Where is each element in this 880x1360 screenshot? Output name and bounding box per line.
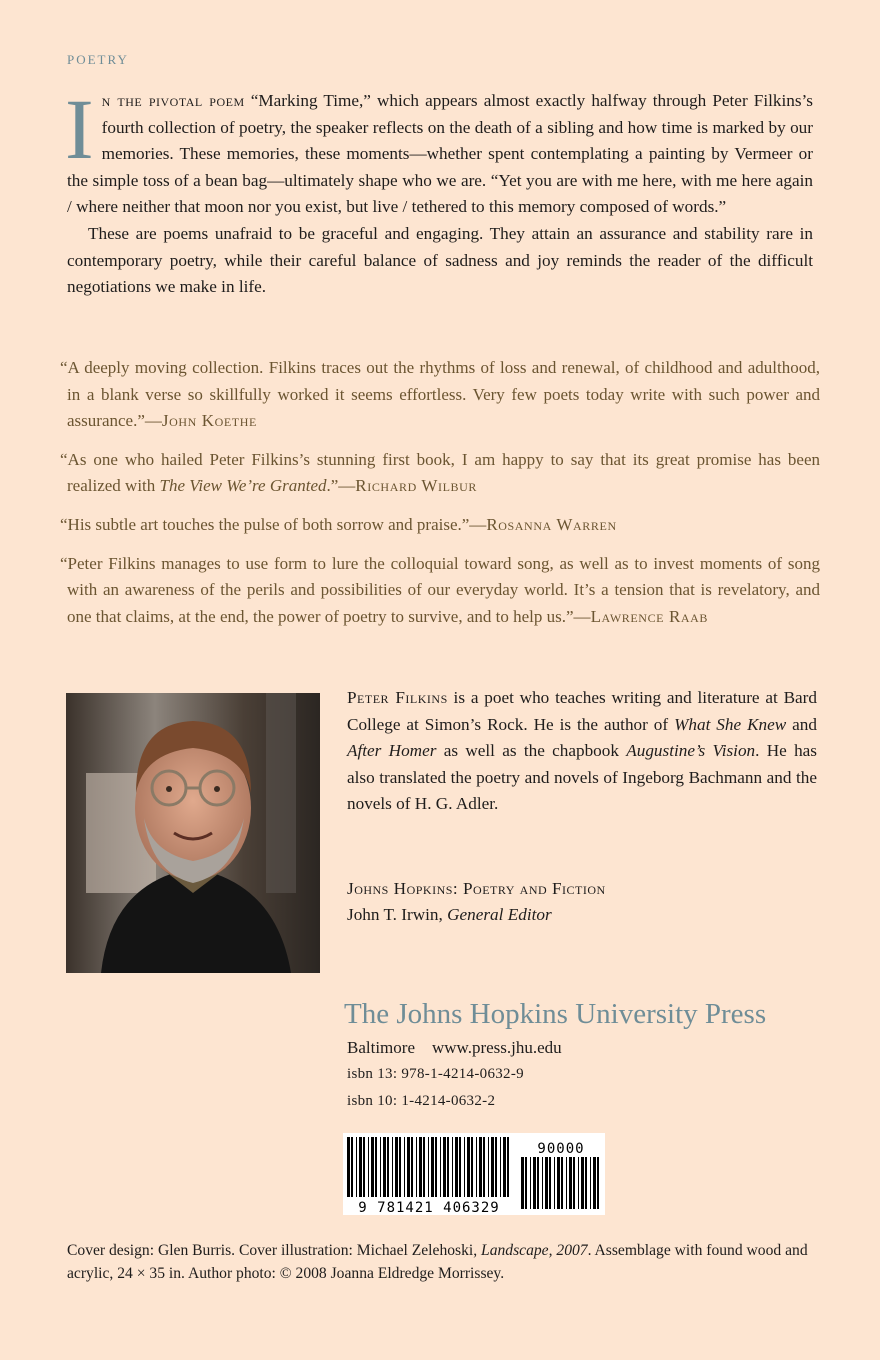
editor-name: John T. Irwin, <box>347 905 448 924</box>
barcode-bar <box>443 1137 446 1197</box>
barcode-bar <box>395 1137 398 1197</box>
barcode-bar <box>500 1137 501 1197</box>
barcode-bar <box>581 1157 584 1209</box>
barcode-bar <box>459 1137 461 1197</box>
barcode-bar <box>542 1157 543 1209</box>
barcode-bar <box>399 1137 401 1197</box>
author-bio <box>347 685 817 818</box>
barcode-digits: 9 781421 406329 <box>358 1200 500 1215</box>
barcode-bar <box>380 1137 381 1197</box>
barcode-bar <box>431 1137 434 1197</box>
barcode-bar <box>525 1157 527 1209</box>
blurb-wilbur <box>60 447 820 500</box>
editor-role: General Editor <box>447 905 552 924</box>
barcode-bar <box>491 1137 494 1197</box>
barcode-bar <box>537 1157 539 1209</box>
blurb-text: “A deeply moving collection. Filkins traces out the rhythms of loss and renewal, of childhood and adulthood, in a blank verse so skillfully worked it seems effortless. Very few poets today write with such power and assurance.”— <box>60 358 820 431</box>
cover-credits <box>67 1240 827 1285</box>
genre-label: POETRY <box>67 52 129 67</box>
blurb-koethe <box>60 355 820 435</box>
publisher-location-line <box>347 1034 562 1061</box>
publisher-city: Baltimore <box>347 1038 415 1057</box>
barcode-bar <box>573 1157 575 1209</box>
barcode-bar <box>359 1137 362 1197</box>
series-name: Johns Hopkins: Poetry and Fiction <box>347 879 606 898</box>
barcode-bar <box>476 1137 477 1197</box>
barcode-bar <box>495 1137 497 1197</box>
blurb-author: Lawrence Raab <box>590 606 709 626</box>
publisher-name: The Johns Hopkins University Press <box>344 998 767 1030</box>
blurb-warren <box>60 512 820 539</box>
barcode-bar <box>351 1137 353 1197</box>
bio-book-title: After Homer <box>347 741 437 761</box>
intro-paragraph-2: These are poems unafraid to be graceful and engaging. They attain an assurance and stability rare in contemporary poetry, while their careful balance of sadness and joy reminds the reader of the difficult negotiations we make in life. <box>67 223 813 297</box>
barcode-bar <box>593 1157 596 1209</box>
barcode-bar <box>557 1157 560 1209</box>
intro-text: “Marking Time,” which appears almost exactly halfway through Peter Filkins’s fourth collection of poetry, the speaker reflects on the death of a sibling and how time is marked by our memories. These memories, these moments—whether spent contemplating a painting by Vermeer or the simple toss of a bean bag—ultimately shape who we are. “Yet you are with me here, with me here again / where neither that moon nor you exist, but live / tethered to this memory composed of words.” <box>67 91 813 217</box>
intro-paragraph-1 <box>65 81 813 221</box>
barcode-bar <box>404 1137 405 1197</box>
bio-text: is a poet who teaches writing and literature at Bard College at Simon’s Rock. He is the author of <box>347 688 817 734</box>
bio-book-title: Augustine’s Vision <box>626 741 756 761</box>
barcode-bar <box>545 1157 548 1209</box>
barcode-bar <box>483 1137 485 1197</box>
barcode-bar <box>392 1137 393 1197</box>
barcode-bar <box>590 1157 591 1209</box>
barcode-bar <box>471 1137 473 1197</box>
blurb-text-after: .”— <box>326 476 356 496</box>
bio-text: as well as the chapbook <box>436 741 627 761</box>
barcode-bar <box>455 1137 458 1197</box>
barcode-bar <box>383 1137 386 1197</box>
barcode-bar <box>368 1137 369 1197</box>
barcode-bar <box>533 1157 536 1209</box>
barcode-bar <box>467 1137 470 1197</box>
barcode-bar <box>479 1137 482 1197</box>
credits-text: . Assemblage with found wood and acrylic, 24 × 35 in. Author photo: © 2008 Joanna Eldredge Morrissey. <box>67 1242 808 1282</box>
author-photo <box>66 693 320 973</box>
barcode-bar <box>503 1137 506 1197</box>
barcode <box>343 1133 605 1215</box>
barcode-bar <box>464 1137 465 1197</box>
barcode-bar <box>375 1137 377 1197</box>
barcode-bar <box>452 1137 453 1197</box>
bio-text: and <box>786 714 817 734</box>
barcode-bar <box>521 1157 524 1209</box>
blurb-author: John Koethe <box>161 411 257 431</box>
barcode-bar <box>597 1157 599 1209</box>
bio-text: . He has also translated the poetry and novels of Ingeborg Bachmann and the novels of H. G. Adler. <box>347 741 817 814</box>
blurb-raab <box>60 551 820 631</box>
barcode-graphic <box>343 1133 605 1215</box>
barcode-bar <box>363 1137 365 1197</box>
bio-author-name: Peter Filkins <box>347 688 448 707</box>
barcode-bar <box>423 1137 425 1197</box>
blurb-book-title: The View We’re Granted <box>159 476 327 496</box>
series-info <box>347 876 817 928</box>
publisher-details <box>347 1034 562 1115</box>
barcode-bar <box>428 1137 429 1197</box>
series-editor <box>347 902 817 928</box>
author-portrait-illustration <box>66 693 320 973</box>
bio-paragraph <box>347 685 817 818</box>
barcode-bar <box>578 1157 579 1209</box>
barcode-bar <box>488 1137 489 1197</box>
blurb-list <box>60 355 820 642</box>
intro-smallcaps: n the pivotal poem <box>101 91 245 110</box>
barcode-bar <box>561 1157 563 1209</box>
barcode-bar <box>416 1137 417 1197</box>
barcode-bar <box>419 1137 422 1197</box>
blurb-author: Rosanna Warren <box>486 514 617 534</box>
main-barcode-bars <box>347 1137 509 1197</box>
barcode-bar <box>435 1137 437 1197</box>
barcode-bar <box>407 1137 410 1197</box>
blurb-text: “His subtle art touches the pulse of both sorrow and praise.”— <box>60 514 487 534</box>
barcode-bar <box>566 1157 567 1209</box>
barcode-bar <box>569 1157 572 1209</box>
barcode-bar <box>356 1137 357 1197</box>
barcode-bar <box>447 1137 449 1197</box>
barcode-bar <box>387 1137 389 1197</box>
barcode-bar <box>371 1137 374 1197</box>
publisher-url: www.press.jhu.edu <box>431 1038 562 1057</box>
barcode-bar <box>440 1137 441 1197</box>
barcode-bar <box>347 1137 350 1197</box>
blurb-text: “As one who hailed Peter Filkins’s stunning first book, I am happy to say that its great promise has been realized with <box>60 449 820 496</box>
isbn-10: isbn 10: 1-4214-0632-2 <box>347 1093 496 1109</box>
barcode-bar <box>585 1157 587 1209</box>
credits-text: Cover design: Glen Burris. Cover illustration: Michael Zelehoski, <box>67 1242 482 1259</box>
artwork-title: Landscape, 2007 <box>481 1242 588 1259</box>
barcode-bar <box>507 1137 509 1197</box>
barcode-bar <box>549 1157 551 1209</box>
barcode-bar <box>554 1157 555 1209</box>
barcode-bar <box>530 1157 531 1209</box>
blurb-author: Richard Wilbur <box>355 476 478 496</box>
drop-cap: I <box>65 81 94 177</box>
barcode-bar <box>411 1137 413 1197</box>
bio-book-title: What She Knew <box>674 714 787 734</box>
isbn-13: isbn 13: 978-1-4214-0632-9 <box>347 1066 524 1082</box>
addon-digits: 90000 <box>537 1141 585 1157</box>
intro-copy <box>65 81 813 301</box>
blurb-text: “Peter Filkins manages to use form to lure the colloquial toward song, as well as to invest moments of song with an awareness of the perils and possibilities of our everyday world. It’s a tension that is revelatory, and one that claims, at the end, the power of poetry to survive, and to help us.”— <box>60 553 820 626</box>
